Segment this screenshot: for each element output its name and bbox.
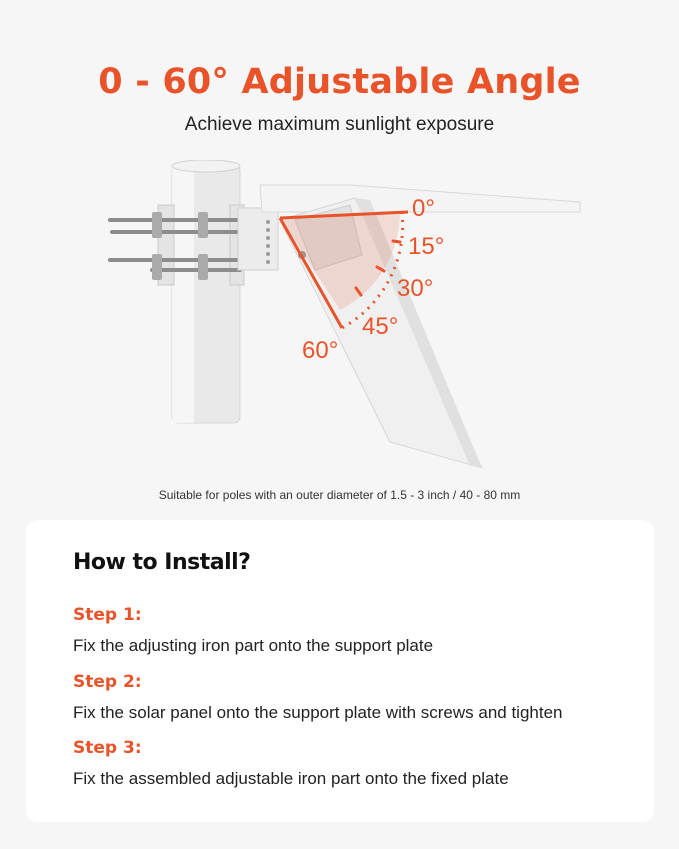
bracket-diagram — [90, 160, 590, 480]
step-2-label: Step 2: — [73, 672, 142, 692]
pole-diameter-note: Suitable for poles with an outer diameter of 1.5 - 3 inch / 40 - 80 mm — [158, 488, 521, 502]
page-title: 0 - 60° Adjustable Angle — [98, 62, 581, 102]
page-subtitle: Achieve maximum sunlight exposure — [184, 114, 495, 135]
angle-label-45: 45° — [362, 313, 399, 340]
install-card — [26, 520, 654, 822]
angle-label-30: 30° — [397, 275, 434, 302]
step-1-text: Fix the adjusting iron part onto the support plate — [73, 636, 434, 655]
angle-label-0: 0° — [412, 195, 435, 222]
step-1-label: Step 1: — [73, 605, 142, 625]
step-3-label: Step 3: — [73, 738, 142, 758]
mount-bracket-illustration — [90, 160, 590, 480]
step-2-text: Fix the solar panel onto the support plate with screws and tighten — [73, 703, 563, 722]
step-3-text: Fix the assembled adjustable iron part onto the fixed plate — [73, 769, 509, 788]
angle-label-15: 15° — [408, 233, 445, 260]
install-title: How to Install? — [73, 550, 251, 575]
angle-label-60: 60° — [302, 337, 339, 364]
